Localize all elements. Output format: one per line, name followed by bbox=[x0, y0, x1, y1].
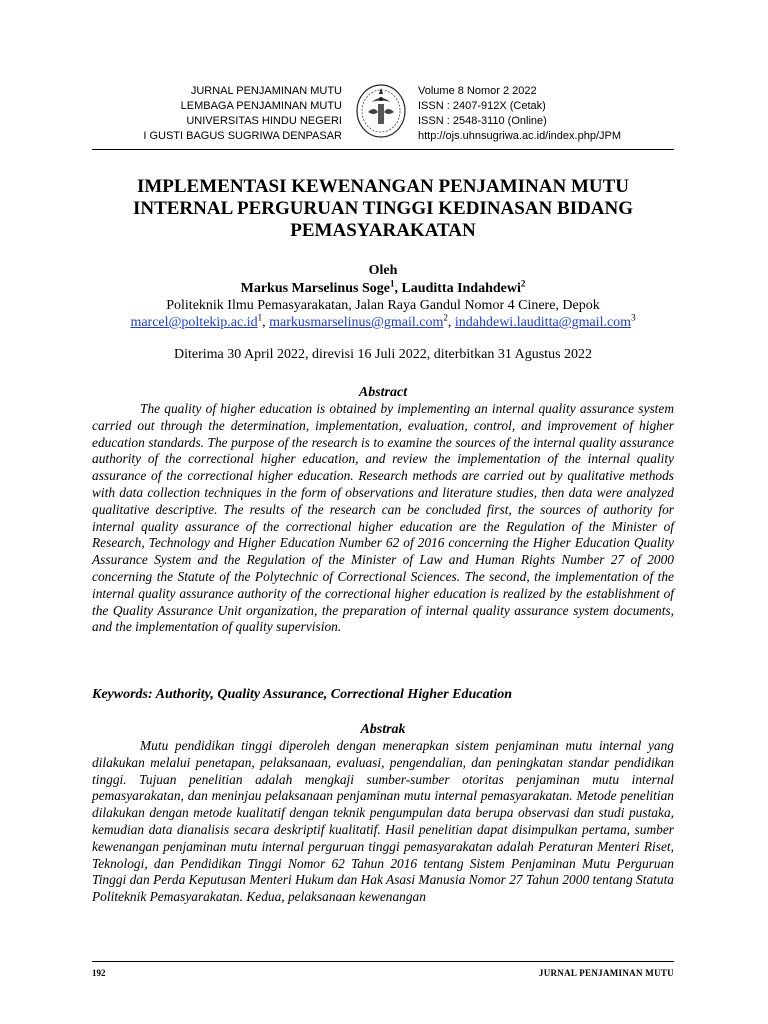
email-separator: , bbox=[447, 315, 455, 330]
email-link[interactable]: marcel@poltekip.ac.id bbox=[130, 315, 258, 330]
publisher-line: I GUSTI BAGUS SUGRIWA DENPASAR bbox=[143, 130, 342, 142]
email-link[interactable]: markusmarselinus@gmail.com bbox=[269, 315, 444, 330]
publication-dates: Diterima 30 April 2022, direvisi 16 Juli 2022, diterbitkan 31 Agustus 2022 bbox=[173, 347, 593, 362]
issn-print-line: ISSN : 2407-912X (Cetak) bbox=[418, 100, 546, 112]
footer-journal-name: JURNAL PENJAMINAN MUTU bbox=[538, 968, 674, 978]
university-seal-icon bbox=[352, 80, 410, 140]
email-mark: 3 bbox=[631, 312, 636, 323]
email-list bbox=[92, 314, 674, 332]
volume-line: Volume 8 Nomor 2 2022 bbox=[418, 85, 537, 97]
journal-publisher-block bbox=[120, 84, 342, 144]
affiliation: Politeknik Ilmu Pemasyarakatan, Jalan Raya Gandul Nomor 4 Cinere, Depok bbox=[166, 298, 600, 313]
journal-issue-block bbox=[418, 84, 678, 144]
email-mark: 2 bbox=[443, 312, 448, 323]
keywords: Keywords: Authority, Quality Assurance, Correctional Higher Education bbox=[92, 687, 513, 702]
abstrak-body: Mutu pendidikan tinggi diperoleh dengan menerapkan sistem penjaminan mutu internal yang dilakukan melalui penetapan, pelaksanaan, evaluasi, pengendalian, dan peningkatan standar pendidikan tinggi. Tujuan penelitian adalah mengkaji sumber-sumber otoritas penjaminan mutu internal pemasyarakatan, dan meninjau pelaksanaan penjaminan mutu internal pemasyarakatan. Metode penelitian dilakukan dengan metode kualitatif dengan teknik pengumpulan data berupa observasi dan studi pustaka, kemudian data dianalisis secara deskriptif kualitatif. Hasil penelitian dapat disimpulkan pertama, sumber kewenangan penjaminan mutu internal perguruan tinggi pemasyarakatan adalah Peraturan Menteri Riset, Teknologi, dan Pendidikan Tinggi Nomor 62 Tahun 2016 tentang Sistem Penjaminan Mutu Perguruan Tinggi dan Perda Keputusan Menteri Hukum dan Hak Asasi Manusia Nomor 27 Tahun 2000 tentang Statuta Politeknik Pemasyarakatan. Kedua, pelaksanaan kewenangan bbox=[92, 738, 674, 905]
email-mark: 1 bbox=[257, 312, 263, 323]
email-link[interactable]: indahdewi.lauditta@gmail.com bbox=[454, 315, 632, 330]
author-name: Lauditta Indahdewi bbox=[401, 281, 521, 296]
author-list bbox=[92, 280, 674, 298]
author-separator: , bbox=[394, 281, 402, 296]
footer-divider bbox=[92, 961, 674, 962]
publisher-line: JURNAL PENJAMINAN MUTU bbox=[190, 85, 342, 97]
page-number: 192 bbox=[92, 968, 106, 978]
by-label: Oleh bbox=[368, 263, 398, 278]
abstract-body: The quality of higher education is obtained by implementing an internal quality assurance system carried out through the determination, implementation, evaluation, control, and improvement of higher education standards. The purpose of the research is to examine the sources of the internal quality assurance authority of the correctional higher education, and review the implementation of the internal quality assurance of the correctional higher education. Research methods are carried out by qualitative methods with data collection techniques in the form of observations and literature studies, then data were analyzed qualitative descriptive. The results of the research can be concluded first, the sources of authority for internal quality assurance of the correctional higher education are the Regulation of the Minister of Research, Technology and Higher Education Number 62 of 2016 concerning the Higher Education Quality Assurance System and the Regulation of the Minister of Law and Human Rights Number 27 of 2000 concerning the Statute of the Polytechnic of Correctional Sciences. The second, the implementation of the internal quality assurance authority of the correctional higher education is realized by the establishment of the Quality Assurance Unit organization, the preparation of internal quality assurance system documents, and the implementation of quality supervision. bbox=[92, 401, 674, 635]
paper-title: IMPLEMENTASI KEWENANGAN PENJAMINAN MUTU INTERNAL PERGURUAN TINGGI KEDINASAN BIDANG PEMASYARAKATAN bbox=[132, 176, 634, 241]
publisher-line: LEMBAGA PENJAMINAN MUTU bbox=[180, 100, 342, 112]
author-name: Markus Marselinus Soge bbox=[240, 281, 390, 296]
publisher-line: UNIVERSITAS HINDU NEGERI bbox=[186, 115, 342, 127]
email-separator: , bbox=[262, 315, 270, 330]
journal-url[interactable]: http://ojs.uhnsugriwa.ac.id/index.php/JPM bbox=[418, 130, 622, 142]
abstrak-heading: Abstrak bbox=[360, 722, 406, 737]
issn-online-line: ISSN : 2548-3110 (Online) bbox=[418, 115, 547, 127]
abstract-heading: Abstract bbox=[358, 385, 408, 400]
author-affiliation-mark: 1 bbox=[389, 278, 395, 289]
author-affiliation-mark: 2 bbox=[520, 278, 526, 289]
header-divider bbox=[92, 149, 674, 150]
